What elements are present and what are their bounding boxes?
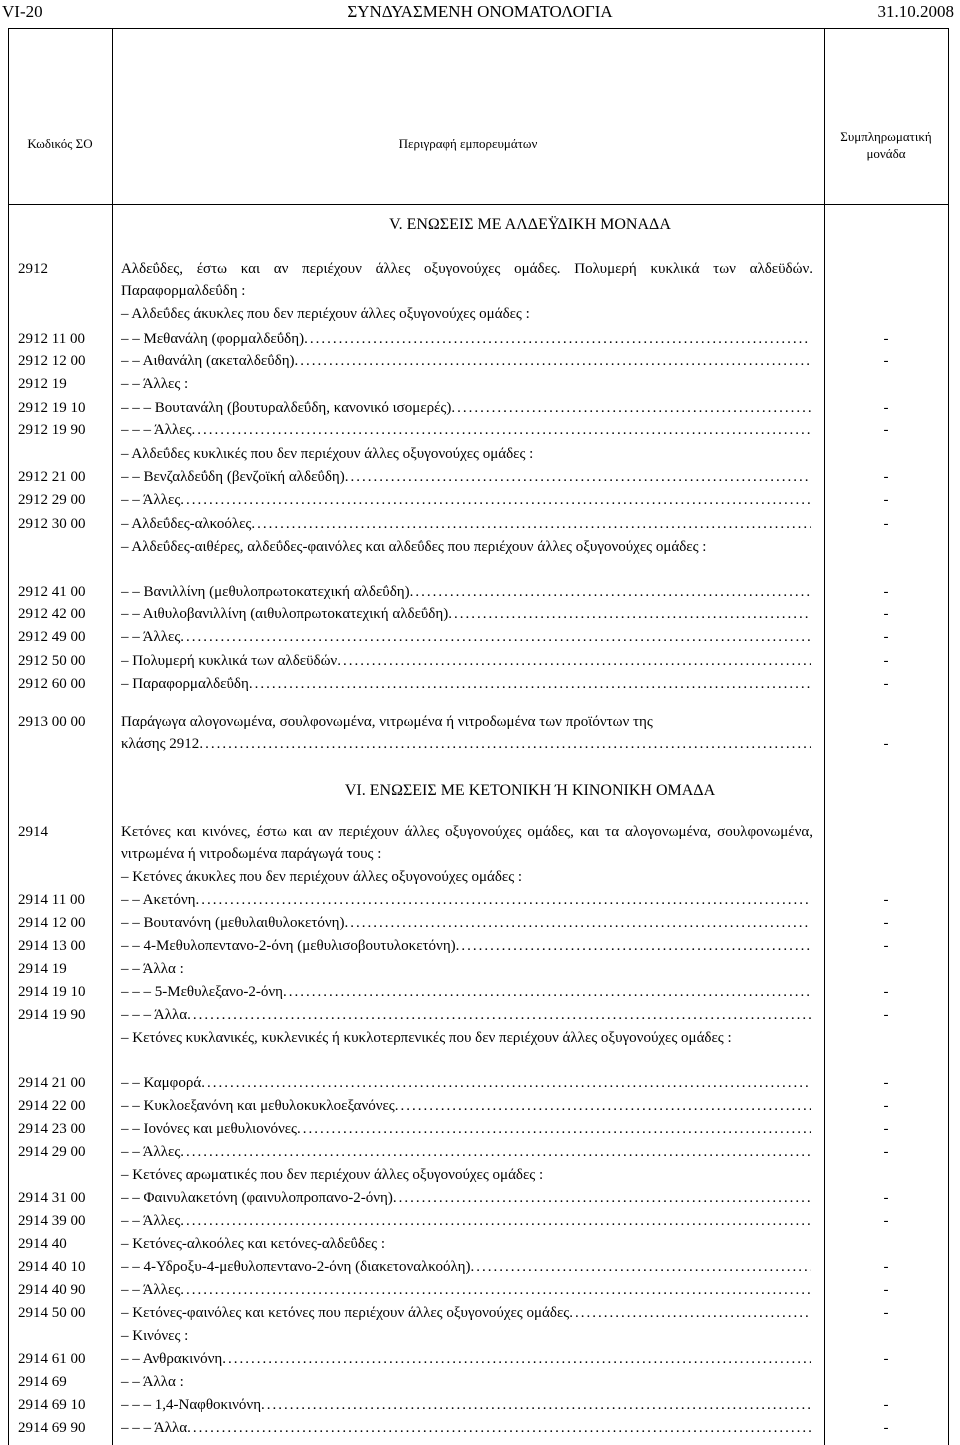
cn-code: 2914 31 00 bbox=[18, 1190, 86, 1206]
row-description: – – Άλλες ..... bbox=[121, 1141, 811, 1163]
row-description: – – Άλλες ..... bbox=[121, 1279, 811, 1301]
row-description: – – Κυκλοεξανόνη και μεθυλοκυκλοεξανόνες ..... bbox=[121, 1095, 811, 1117]
column-divider-unit bbox=[824, 28, 825, 1445]
column-header-unit-line1: Συμπληρωματική bbox=[840, 129, 932, 144]
row-description: Κετόνες και κινόνες, έστω και αν περιέχουν άλλες οξυγονούχες ομάδες, και τα αλογονωμένα, σουλφονωμένα, νιτρωμένα ή νιτροδωμένα παράγωγά τους : bbox=[121, 824, 813, 862]
supplementary-unit: - bbox=[883, 736, 889, 752]
cn-code: 2914 23 00 bbox=[18, 1121, 86, 1137]
cn-code: 2912 42 00 bbox=[18, 606, 86, 622]
cn-code: 2914 13 00 bbox=[18, 938, 86, 954]
row-description: – – Άλλες ..... bbox=[121, 626, 811, 648]
supplementary-unit: - bbox=[883, 1397, 889, 1413]
cn-code: 2912 49 00 bbox=[18, 629, 86, 645]
supplementary-unit: - bbox=[883, 422, 889, 438]
cn-code: 2914 50 00 bbox=[18, 1305, 86, 1321]
supplementary-unit: - bbox=[883, 676, 889, 692]
supplementary-unit: - bbox=[883, 1351, 889, 1367]
cn-code: 2914 11 00 bbox=[18, 892, 85, 908]
cn-code: 2914 39 00 bbox=[18, 1213, 86, 1229]
supplementary-unit: - bbox=[883, 653, 889, 669]
cn-code: 2914 19 10 bbox=[18, 984, 86, 1000]
cn-code: 2914 19 bbox=[18, 961, 67, 977]
supplementary-unit: - bbox=[883, 584, 889, 600]
row-description-line2: κλάσης 2912 ..... bbox=[121, 733, 811, 755]
row-description: – – – Βουτανάλη (βουτυραλδεΰδη, κανονικό ισομερές) ..... bbox=[121, 397, 811, 419]
cn-code: 2914 21 00 bbox=[18, 1075, 86, 1091]
row-description: – – – Άλλα ..... bbox=[121, 1417, 811, 1439]
cn-code: 2912 41 00 bbox=[18, 584, 86, 600]
row-description: – – Φαινυλακετόνη (φαινυλοπροπανο-2-όνη) ..... bbox=[121, 1187, 811, 1209]
row-description: – Κινόνες : bbox=[121, 1328, 189, 1344]
supplementary-unit: - bbox=[883, 1259, 889, 1275]
row-description: – – Άλλα : bbox=[121, 961, 184, 977]
section-title-vi: VI. ΕΝΩΣΕΙΣ ΜΕ ΚΕΤΟΝΙΚΗ Ή ΚΙΝΟΝΙΚΗ ΟΜΑΔΑ bbox=[344, 782, 716, 799]
row-description: – Αλδεΰδες-αλκοόλες ..... bbox=[121, 513, 811, 535]
cn-code: 2914 69 90 bbox=[18, 1420, 86, 1436]
cn-code: 2912 21 00 bbox=[18, 469, 86, 485]
cn-code: 2912 50 00 bbox=[18, 653, 86, 669]
row-description: – – Καμφορά ..... bbox=[121, 1072, 811, 1094]
table-border-left bbox=[8, 28, 9, 1445]
column-header-code: Κωδικός ΣΟ bbox=[27, 136, 93, 151]
row-description: – – Αιθυλοβανιλλίνη (αιθυλοπρωτοκατεχική αλδεΰδη) ..... bbox=[121, 603, 811, 625]
cn-code: 2912 19 bbox=[18, 376, 67, 392]
supplementary-unit: - bbox=[883, 1144, 889, 1160]
cn-code: 2912 60 00 bbox=[18, 676, 86, 692]
row-description: – – – 5-Μεθυλεξανο-2-όνη ..... bbox=[121, 981, 811, 1003]
column-header-unit bbox=[824, 128, 948, 162]
supplementary-unit: - bbox=[883, 469, 889, 485]
header-rule bbox=[8, 28, 948, 29]
cn-code: 2914 19 90 bbox=[18, 1007, 86, 1023]
row-description: – – – Άλλα ..... bbox=[121, 1004, 811, 1026]
cn-code: 2912 19 90 bbox=[18, 422, 86, 438]
row-description: – – Βενζαλδεΰδη (βενζοϊκή αλδεΰδη) ..... bbox=[121, 466, 811, 488]
supplementary-unit: - bbox=[883, 400, 889, 416]
cn-code: 2914 bbox=[18, 824, 48, 840]
column-header-description: Περιγραφή εμπορευμάτων bbox=[398, 136, 538, 151]
cn-code: 2914 69 10 bbox=[18, 1397, 86, 1413]
row-description: – – Ιονόνες και μεθυλιονόνες ..... bbox=[121, 1118, 811, 1140]
supplementary-unit: - bbox=[883, 938, 889, 954]
supplementary-unit: - bbox=[883, 492, 889, 508]
row-description: – – Άλλες ..... bbox=[121, 489, 811, 511]
row-description: Αλδεΰδες, έστω και αν περιέχουν άλλες οξυγονούχες ομάδες. Πολυμερή κυκλικά των αλδεϋδών. Παραφορμαλδεΰδη : bbox=[121, 261, 813, 299]
cn-code: 2914 69 bbox=[18, 1374, 67, 1390]
cn-code: 2914 40 90 bbox=[18, 1282, 86, 1298]
cn-code: 2912 12 00 bbox=[18, 353, 86, 369]
column-header-rule bbox=[8, 204, 948, 205]
row-description: – Κετόνες κυκλανικές, κυκλενικές ή κυκλοτερπενικές που δεν περιέχουν άλλες οξυγονούχες ομάδες : bbox=[121, 1030, 732, 1046]
publication-date: 31.10.2008 bbox=[877, 2, 954, 21]
supplementary-unit: - bbox=[883, 915, 889, 931]
supplementary-unit: - bbox=[883, 892, 889, 908]
cn-code: 2914 40 bbox=[18, 1236, 67, 1252]
row-description: – Αλδεΰδες κυκλικές που δεν περιέχουν άλλες οξυγονούχες ομάδες : bbox=[121, 446, 534, 462]
supplementary-unit: - bbox=[883, 1098, 889, 1114]
row-description: – – Αιθανάλη (ακεταλδεΰδη) ..... bbox=[121, 350, 811, 372]
cn-code: 2912 19 10 bbox=[18, 400, 86, 416]
row-description: – Κετόνες-αλκοόλες και κετόνες-αλδεΰδες : bbox=[121, 1236, 386, 1252]
supplementary-unit: - bbox=[883, 1305, 889, 1321]
table-border-right bbox=[948, 28, 949, 1445]
cn-code: 2912 11 00 bbox=[18, 331, 85, 347]
row-description: – Κετόνες-φαινόλες και κετόνες που περιέχουν άλλες οξυγονούχες ομάδες ..... bbox=[121, 1302, 811, 1324]
row-description: – – Βανιλλίνη (μεθυλοπρωτοκατεχική αλδεΰδη) ..... bbox=[121, 581, 811, 603]
supplementary-unit: - bbox=[883, 1213, 889, 1229]
row-description: – – Ακετόνη ..... bbox=[121, 889, 811, 911]
supplementary-unit: - bbox=[883, 1282, 889, 1298]
supplementary-unit: - bbox=[883, 1121, 889, 1137]
supplementary-unit: - bbox=[883, 606, 889, 622]
row-description: – Κετόνες αρωματικές που δεν περιέχουν άλλες οξυγονούχες ομάδες : bbox=[121, 1167, 544, 1183]
cn-code: 2912 30 00 bbox=[18, 516, 86, 532]
section-title-v: V. ΕΝΩΣΕΙΣ ΜΕ ΑΛΔΕΫΔΙΚΗ ΜΟΝΑΔΑ bbox=[389, 216, 671, 233]
row-description: – Κετόνες άκυκλες που δεν περιέχουν άλλες οξυγονούχες ομάδες : bbox=[121, 869, 523, 885]
row-description: – – – Άλλες ..... bbox=[121, 419, 811, 441]
row-description: – – Άλλες ..... bbox=[121, 1210, 811, 1232]
row-description: – – Ανθρακινόνη ..... bbox=[121, 1348, 811, 1370]
cn-code: 2914 40 10 bbox=[18, 1259, 86, 1275]
cn-code: 2914 12 00 bbox=[18, 915, 86, 931]
row-description: – – Μεθανάλη (φορμαλδεΰδη) ..... bbox=[121, 328, 811, 350]
row-description: – – 4-Υδροξυ-4-μεθυλοπεντανο-2-όνη (διακετοναλκοόλη) ..... bbox=[121, 1256, 811, 1278]
supplementary-unit: - bbox=[883, 984, 889, 1000]
cn-code: 2912 bbox=[18, 261, 48, 277]
journal-title: ΣΥΝΔΥΑΣΜΕΝΗ ΟΝΟΜΑΤΟΛΟΓΙΑ bbox=[347, 2, 613, 21]
cn-code: 2912 29 00 bbox=[18, 492, 86, 508]
supplementary-unit: - bbox=[883, 1420, 889, 1436]
row-description: – Παραφορμαλδεΰδη ..... bbox=[121, 673, 811, 695]
supplementary-unit: - bbox=[883, 353, 889, 369]
supplementary-unit: - bbox=[883, 1007, 889, 1023]
row-description: – – – 1,4-Ναφθοκινόνη ..... bbox=[121, 1394, 811, 1416]
cn-code: 2914 61 00 bbox=[18, 1351, 86, 1367]
page-header bbox=[0, 0, 960, 28]
page-number: VI-20 bbox=[2, 2, 43, 21]
cn-code: 2914 29 00 bbox=[18, 1144, 86, 1160]
cn-code: 2913 00 00 bbox=[18, 714, 86, 730]
row-description: – – Άλλα : bbox=[121, 1374, 184, 1390]
supplementary-unit: - bbox=[883, 516, 889, 532]
supplementary-unit: - bbox=[883, 1075, 889, 1091]
supplementary-unit: - bbox=[883, 331, 889, 347]
supplementary-unit: - bbox=[883, 1190, 889, 1206]
row-description: – Αλδεΰδες-αιθέρες, αλδεΰδες-φαινόλες και αλδεΰδες που περιέχουν άλλες οξυγονούχες ομάδες : bbox=[121, 539, 707, 555]
row-description: – – Βουτανόνη (μεθυλαιθυλοκετόνη) ..... bbox=[121, 912, 811, 934]
cn-code: 2914 22 00 bbox=[18, 1098, 86, 1114]
row-description: – Αλδεΰδες άκυκλες που δεν περιέχουν άλλες οξυγονούχες ομάδες : bbox=[121, 306, 530, 322]
column-header-unit-line2: μονάδα bbox=[866, 146, 906, 161]
supplementary-unit: - bbox=[883, 629, 889, 645]
row-description: – – 4-Μεθυλοπεντανο-2-όνη (μεθυλισοβουτυλοκετόνη) ..... bbox=[121, 935, 811, 957]
row-description: – – Άλλες : bbox=[121, 376, 189, 392]
row-description: – Πολυμερή κυκλικά των αλδεϋδών ..... bbox=[121, 650, 811, 672]
row-description-line1: Παράγωγα αλογονωμένα, σουλφονωμένα, νιτρωμένα ή νιτροδωμένα των προϊόντων της bbox=[121, 714, 653, 730]
